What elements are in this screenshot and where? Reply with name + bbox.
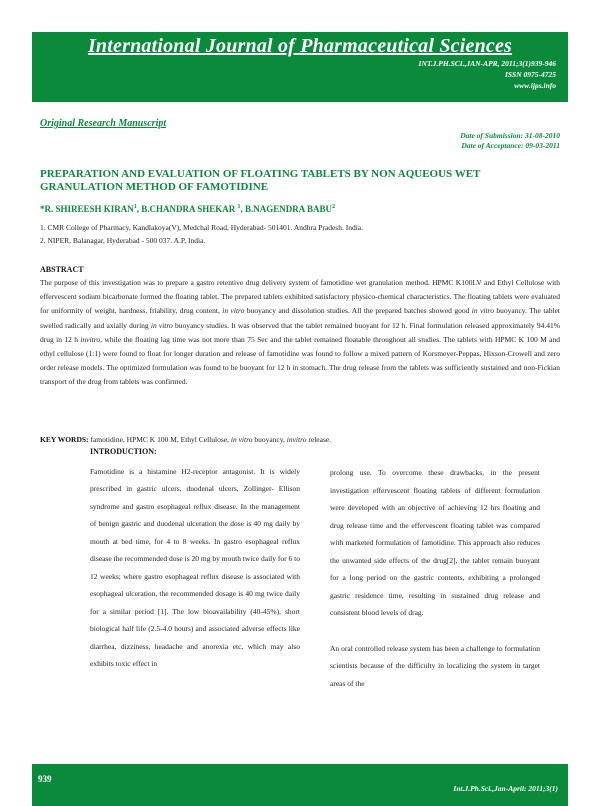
journal-website: www.ijps.info (514, 81, 556, 90)
paper-title: PREPARATION AND EVALUATION OF FLOATING TABLETS BY NON AQUEOUS WET GRANULATION METHOD OF FAMOTIDINE (40, 168, 481, 193)
keywords-text: famotidine, HPMC K 100 M, Ethyl Cellulose, (88, 435, 231, 444)
keywords-italic: in vitro (230, 435, 253, 444)
journal-title: International Journal of Pharmaceutical Sciences (87, 35, 513, 57)
keywords-label: KEY WORDS: (40, 435, 89, 444)
affiliation-number: 2 (40, 236, 44, 245)
abstract-body (40, 276, 560, 390)
footer-citation: Int.J.Ph.Sci.,Jan-April: 2011;3(1) (453, 784, 558, 793)
keywords-text: release. (306, 435, 332, 444)
affiliation-1 (40, 223, 363, 232)
abstract-italic: in vitro (150, 320, 173, 330)
introduction-left-column (90, 443, 300, 673)
author-affiliation-marker: 2 (332, 204, 336, 210)
journal-issn: ISSN 0975-4725 (504, 70, 556, 79)
abstract-text: buoyancy. The tablet swelled radically and axially during (40, 306, 560, 330)
abstract-italic: in vitro (471, 306, 494, 316)
article-dates (460, 131, 560, 151)
introduction-paragraph: Famotidine is a histamine H2-receptor antagonist. It is widely prescribed in gastric ulcers, duodenal ulcers, Zollinger- Ellison syndrome and gastro esophageal reflux disease. In the management of benign gastric and duodenal ulceration the dose is 40 mg daily by mouth at bed time, for 4 to 8 weeks. In gastro esophageal reflux disease the recommended dose is 20 mg by mouth twice daily for 6 to 12 weeks; where gastro esophageal reflux disease is associated with esophageal ulceration, the recommended dosage is 40 mg twice daily for a similar period [1]. The low bioavailability (40-45%), short biological half life (2.5-4.0 hours) and associated adverse effects like diarrhea, dizziness, headache and anorexia etc, which may also exhibits toxic effect in (90, 466, 300, 668)
abstract-text: The purpose of this investigation was to prepare a gastro retentive drug delivery system of famotidine wet granulation method. HPMC K100LV and Ethyl Cellulose with effervescent sodium bicarbonate formed the floating tablet. The prepared tablets exhibited satisfactory physico-chemical characteristics. The floating tablets were evaluated for uniformity of weight, hardness, friability, drug content, (40, 278, 560, 316)
abstract-italic: invitro (80, 334, 101, 344)
keywords-text: buoyancy, (252, 435, 287, 444)
affiliation-number: 1 (40, 223, 44, 232)
affiliation-2 (40, 236, 205, 245)
affiliation-text: . NIPER, Balanagar, Hyderabad - 500 037. A.P, India. (43, 236, 206, 245)
introduction-paragraph: An oral controlled release system has been a challenge to formulation scientists because of the difficulty in localizing the system in target areas of the (330, 643, 540, 688)
introduction-heading: INTRODUCTION: (90, 447, 157, 456)
date-submission: Date of Submission: 31-08-2010 (460, 131, 560, 140)
author-affiliation-marker: 1 (237, 204, 241, 210)
abstract-text: buoyancy studies. It was observed that the tablet remained buoyant for 12 h. Final formulation released approximately 94.41% drug in 12 h (40, 320, 560, 344)
journal-header-banner (32, 32, 568, 102)
abstract-heading: ABSTRACT (40, 265, 84, 274)
page-number: 939 (38, 774, 52, 784)
introduction-paragraph: prolong use. To overcome these drawbacks, in the present investigation effervescent floating tablets of different formulation were developed with an objective of achieving 12 hrs floating and drug release time and the effervescent floating tablet was compared with marketed formulation of famotidine. This approach also reduces the unwanted side effects of the drug[2], the tablet remain buoyant for a long period on the gastric contents, exhibiting a prolonged gastric residence time, resulting in sustained drug release and consistent blood levels of drag. (330, 468, 540, 617)
journal-meta (419, 58, 556, 91)
author-affiliation-marker: 1 (133, 204, 137, 210)
abstract-italic: in vitro (222, 306, 245, 316)
date-acceptance: Date of Acceptance: 09-03-2011 (461, 141, 560, 150)
author-name: , B.NAGENDRA BABU (240, 204, 333, 214)
abstract-text: buoyancy and dissolution studies. All the prepared batches showed good (244, 306, 472, 316)
author-name: *R. SHIREESH KIRAN (40, 204, 134, 214)
affiliation-text: . CMR College of Pharmacy, Kandlakoya(V), Medchal Road, Hyderabad- 501401. Andhra Pradesh. India. (43, 223, 363, 232)
author-name: , B.CHANDRA SHEKAR (136, 204, 238, 214)
author-list (40, 204, 335, 214)
manuscript-type: Original Research Manuscript (40, 118, 167, 129)
abstract-text: , while the floating lag time was not more than 75 Sec and the tablet remained floatable throughout all studies. The tablets with HPMC K 100 M and ethyl cellulose (1:1) were found to float for longer duration and release of famotidine was found to follow a mixed pattern of Korsmeyer-Peppas, Hixson-Crowell and zero order release models. The optimized formulation was found to be buoyant for 12 h in stomach. The drug release from the tablets was sufficiently sustained and non-Fickian transport of the drug from tablets was confirmed. (40, 334, 560, 387)
introduction-right-column (330, 464, 540, 692)
journal-citation: INT.J.PH.SCI.,JAN-APR, 2011;3(1)939-946 (418, 59, 556, 68)
keywords-italic: invitro (286, 435, 307, 444)
